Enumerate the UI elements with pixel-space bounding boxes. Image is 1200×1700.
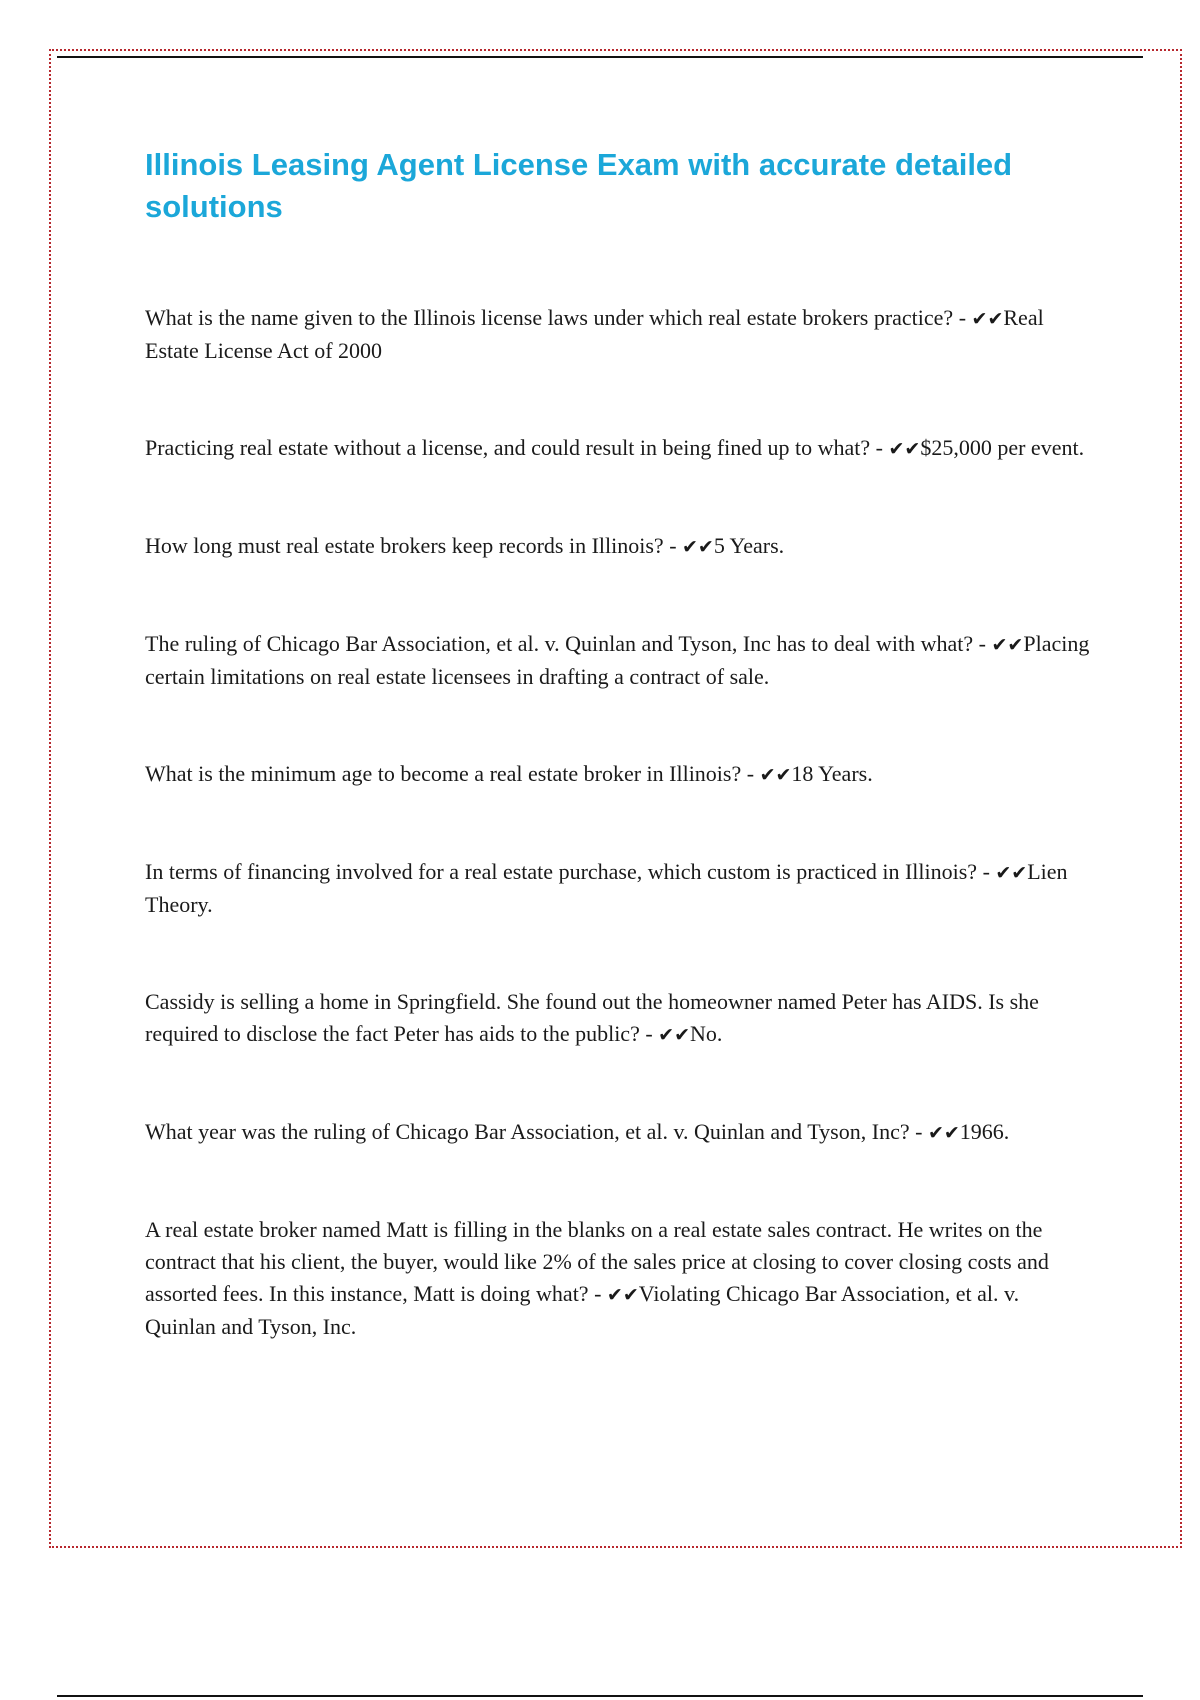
qa-item <box>145 530 1095 563</box>
qa-item <box>145 1116 1095 1149</box>
question-text: What is the name given to the Illinois license laws under which real estate brokers practice? <box>145 305 954 330</box>
separator: - <box>870 435 889 460</box>
header-rule <box>57 56 1143 58</box>
question-text: How long must real estate brokers keep records in Illinois? <box>145 533 664 558</box>
qa-item <box>145 856 1095 921</box>
document-body <box>145 144 1095 1408</box>
separator: - <box>973 631 992 656</box>
answer-text: Placing certain limitations on real estate licensees in drafting a contract of sale. <box>145 631 1090 689</box>
question-text: What is the minimum age to become a real estate broker in Illinois? <box>145 761 742 786</box>
check-icon: ✔✔ <box>991 634 1024 656</box>
qa-item <box>145 758 1095 791</box>
qa-item <box>145 628 1095 693</box>
check-icon: ✔✔ <box>606 1284 639 1306</box>
question-text: In terms of financing involved for a real estate purchase, which custom is practiced in Illinois? <box>145 859 978 884</box>
answer-text: Lien Theory. <box>145 859 1068 917</box>
check-icon: ✔✔ <box>888 438 921 460</box>
answer-text: 1966. <box>959 1119 1010 1144</box>
qa-item <box>145 432 1095 465</box>
answer-text: 5 Years. <box>713 533 785 558</box>
answer-text: $25,000 per event. <box>920 435 1085 460</box>
check-icon: ✔✔ <box>995 862 1028 884</box>
answer-text: 18 Years. <box>791 761 873 786</box>
qa-item <box>145 302 1095 367</box>
answer-text: Real Estate License Act of 2000 <box>145 305 1044 363</box>
question-text: What year was the ruling of Chicago Bar Association, et al. v. Quinlan and Tyson, Inc? <box>145 1119 910 1144</box>
question-text: Cassidy is selling a home in Springfield. She found out the homeowner named Peter has AIDS. Is she required to disclose the fact Peter has aids to the public? <box>145 989 1039 1046</box>
separator: - <box>977 859 996 884</box>
check-icon: ✔✔ <box>927 1122 960 1144</box>
question-text: A real estate broker named Matt is filling in the blanks on a real estate sales contract. He writes on the contract that his client, the buyer, would like 2% of the sales price at closing to cover closing costs and assorted fees. In this instance, Matt is doing what? <box>145 1217 1049 1306</box>
qa-item <box>145 986 1095 1051</box>
separator: - <box>741 761 760 786</box>
check-icon: ✔✔ <box>658 1024 691 1046</box>
separator: - <box>909 1119 928 1144</box>
separator: - <box>588 1281 607 1306</box>
check-icon: ✔✔ <box>682 536 714 558</box>
separator: - <box>663 533 683 558</box>
document-title: Illinois Leasing Agent License Exam with accurate detailed solutions <box>145 147 1013 224</box>
answer-text: No. <box>690 1021 723 1046</box>
question-text: Practicing real estate without a license, and could result in being fined up to what? <box>145 435 871 460</box>
question-text: The ruling of Chicago Bar Association, et al. v. Quinlan and Tyson, Inc has to deal with what? <box>145 631 974 656</box>
separator: - <box>953 305 972 330</box>
separator: - <box>639 1021 659 1046</box>
footer-rule <box>57 1695 1143 1697</box>
qa-list <box>145 302 1095 1343</box>
qa-item <box>145 1214 1095 1343</box>
check-icon: ✔✔ <box>971 308 1004 330</box>
answer-text: Violating Chicago Bar Association, et al. v. Quinlan and Tyson, Inc. <box>145 1281 1020 1339</box>
check-icon: ✔✔ <box>759 764 792 786</box>
